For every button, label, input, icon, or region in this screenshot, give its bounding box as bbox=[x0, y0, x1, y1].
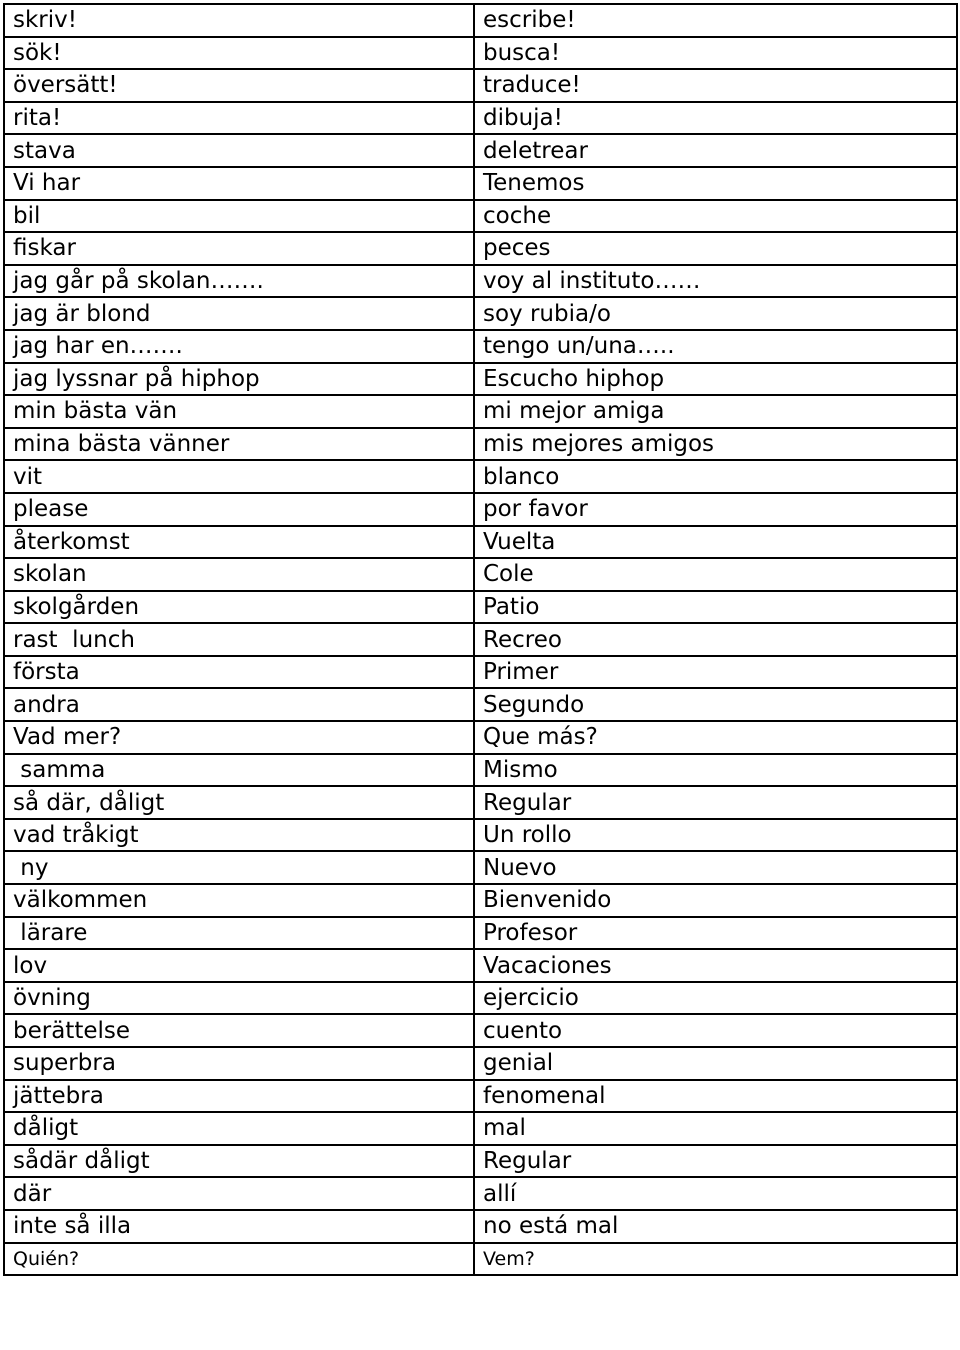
swedish-term: skriv! bbox=[4, 4, 474, 37]
spanish-term: Patio bbox=[474, 591, 957, 624]
spanish-term: Tenemos bbox=[474, 167, 957, 200]
swedish-term: bil bbox=[4, 200, 474, 233]
table-row bbox=[4, 754, 957, 787]
table-row bbox=[4, 395, 957, 428]
table-row bbox=[4, 1210, 957, 1243]
swedish-term: välkommen bbox=[4, 884, 474, 917]
swedish-term: lov bbox=[4, 949, 474, 982]
swedish-term: ny bbox=[4, 851, 474, 884]
spanish-term: deletrear bbox=[474, 134, 957, 167]
spanish-term: allí bbox=[474, 1177, 957, 1210]
table-row bbox=[4, 721, 957, 754]
swedish-term: jag går på skolan……. bbox=[4, 265, 474, 298]
table-row bbox=[4, 851, 957, 884]
spanish-term: tengo un/una….. bbox=[474, 330, 957, 363]
swedish-term: översätt! bbox=[4, 69, 474, 102]
table-row bbox=[4, 1014, 957, 1047]
spanish-term: Regular bbox=[474, 786, 957, 819]
spanish-term: Bienvenido bbox=[474, 884, 957, 917]
spanish-term: Recreo bbox=[474, 623, 957, 656]
spanish-term: mis mejores amigos bbox=[474, 428, 957, 461]
table-row bbox=[4, 1243, 957, 1275]
table-row bbox=[4, 200, 957, 233]
swedish-term: inte så illa bbox=[4, 1210, 474, 1243]
table-row bbox=[4, 591, 957, 624]
table-row bbox=[4, 1047, 957, 1080]
swedish-term: sök! bbox=[4, 37, 474, 70]
table-row bbox=[4, 1145, 957, 1178]
swedish-term: superbra bbox=[4, 1047, 474, 1080]
table-row bbox=[4, 493, 957, 526]
swedish-term: berättelse bbox=[4, 1014, 474, 1047]
table-row bbox=[4, 37, 957, 70]
spanish-term: Un rollo bbox=[474, 819, 957, 852]
spanish-term: Vuelta bbox=[474, 526, 957, 559]
table-row bbox=[4, 232, 957, 265]
swedish-term: min bästa vän bbox=[4, 395, 474, 428]
swedish-term: fiskar bbox=[4, 232, 474, 265]
table-row bbox=[4, 526, 957, 559]
spanish-term: Regular bbox=[474, 1145, 957, 1178]
spanish-term: mi mejor amiga bbox=[474, 395, 957, 428]
spanish-term: dibuja! bbox=[474, 102, 957, 135]
table-row bbox=[4, 4, 957, 37]
table-row bbox=[4, 558, 957, 591]
swedish-term: sådär dåligt bbox=[4, 1145, 474, 1178]
table-row bbox=[4, 656, 957, 689]
spanish-term: blanco bbox=[474, 460, 957, 493]
spanish-term: mal bbox=[474, 1112, 957, 1145]
spanish-term: Segundo bbox=[474, 688, 957, 721]
swedish-term: första bbox=[4, 656, 474, 689]
spanish-term: coche bbox=[474, 200, 957, 233]
table-row bbox=[4, 330, 957, 363]
spanish-term: busca! bbox=[474, 37, 957, 70]
swedish-term: vad tråkigt bbox=[4, 819, 474, 852]
spanish-term: Mismo bbox=[474, 754, 957, 787]
spanish-term: Primer bbox=[474, 656, 957, 689]
swedish-term: Quién? bbox=[4, 1243, 474, 1275]
swedish-term: Vi har bbox=[4, 167, 474, 200]
spanish-term: Que más? bbox=[474, 721, 957, 754]
spanish-term: Cole bbox=[474, 558, 957, 591]
spanish-term: escribe! bbox=[474, 4, 957, 37]
spanish-term: Nuevo bbox=[474, 851, 957, 884]
table-row bbox=[4, 819, 957, 852]
table-row bbox=[4, 949, 957, 982]
swedish-term: jättebra bbox=[4, 1080, 474, 1113]
table-row bbox=[4, 1080, 957, 1113]
spanish-term: genial bbox=[474, 1047, 957, 1080]
table-row bbox=[4, 134, 957, 167]
table-row bbox=[4, 1112, 957, 1145]
spanish-term: ejercicio bbox=[474, 982, 957, 1015]
swedish-term: mina bästa vänner bbox=[4, 428, 474, 461]
swedish-term: lärare bbox=[4, 917, 474, 950]
swedish-term: så där, dåligt bbox=[4, 786, 474, 819]
swedish-term: vit bbox=[4, 460, 474, 493]
spanish-term: traduce! bbox=[474, 69, 957, 102]
table-row bbox=[4, 982, 957, 1015]
vocabulary-table-body bbox=[4, 4, 957, 1275]
spanish-term: Vacaciones bbox=[474, 949, 957, 982]
spanish-term: Profesor bbox=[474, 917, 957, 950]
swedish-term: please bbox=[4, 493, 474, 526]
swedish-term: jag lyssnar på hiphop bbox=[4, 363, 474, 396]
swedish-term: samma bbox=[4, 754, 474, 787]
swedish-term: där bbox=[4, 1177, 474, 1210]
swedish-term: skolan bbox=[4, 558, 474, 591]
table-row bbox=[4, 917, 957, 950]
table-row bbox=[4, 623, 957, 656]
swedish-term: stava bbox=[4, 134, 474, 167]
swedish-term: dåligt bbox=[4, 1112, 474, 1145]
table-row bbox=[4, 428, 957, 461]
swedish-term: rita! bbox=[4, 102, 474, 135]
spanish-term: peces bbox=[474, 232, 957, 265]
table-row bbox=[4, 297, 957, 330]
spanish-term: soy rubia/o bbox=[474, 297, 957, 330]
swedish-term: andra bbox=[4, 688, 474, 721]
spanish-term: cuento bbox=[474, 1014, 957, 1047]
table-row bbox=[4, 102, 957, 135]
table-row bbox=[4, 786, 957, 819]
table-row bbox=[4, 1177, 957, 1210]
table-row bbox=[4, 363, 957, 396]
table-row bbox=[4, 688, 957, 721]
table-row bbox=[4, 884, 957, 917]
swedish-term: rast lunch bbox=[4, 623, 474, 656]
vocabulary-table bbox=[3, 3, 958, 1276]
spanish-term: fenomenal bbox=[474, 1080, 957, 1113]
spanish-term: voy al instituto…… bbox=[474, 265, 957, 298]
spanish-term: no está mal bbox=[474, 1210, 957, 1243]
swedish-term: jag har en……. bbox=[4, 330, 474, 363]
swedish-term: övning bbox=[4, 982, 474, 1015]
swedish-term: Vad mer? bbox=[4, 721, 474, 754]
swedish-term: återkomst bbox=[4, 526, 474, 559]
spanish-term: por favor bbox=[474, 493, 957, 526]
table-row bbox=[4, 167, 957, 200]
spanish-term: Escucho hiphop bbox=[474, 363, 957, 396]
spanish-term: Vem? bbox=[474, 1243, 957, 1275]
table-row bbox=[4, 460, 957, 493]
table-row bbox=[4, 265, 957, 298]
table-row bbox=[4, 69, 957, 102]
swedish-term: skolgården bbox=[4, 591, 474, 624]
swedish-term: jag är blond bbox=[4, 297, 474, 330]
